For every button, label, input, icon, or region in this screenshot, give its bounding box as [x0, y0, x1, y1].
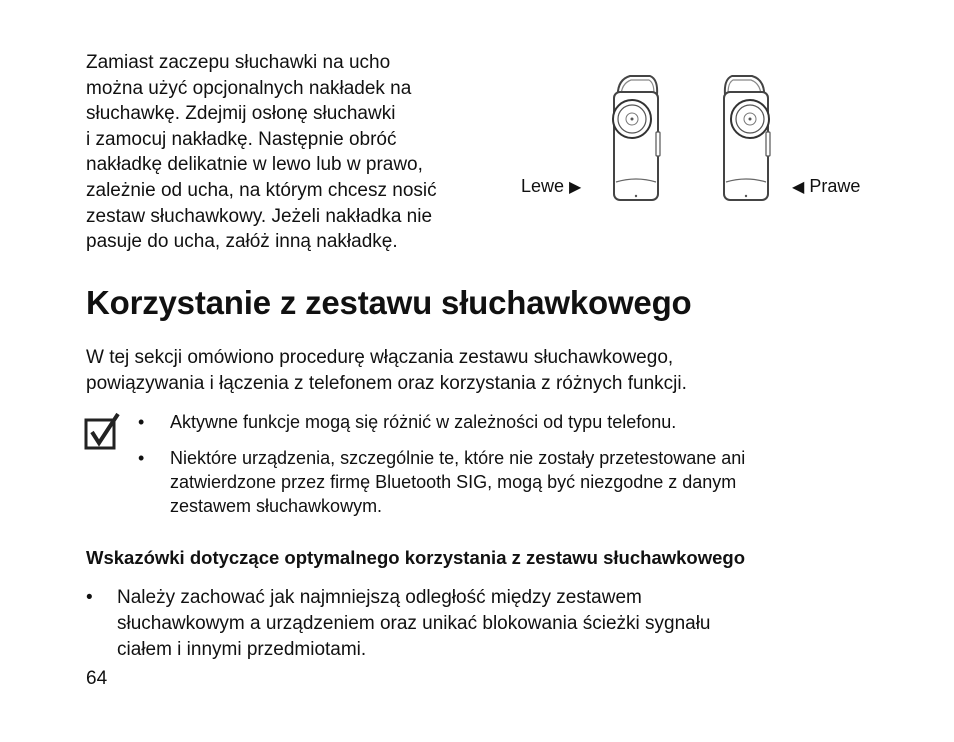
- triangle-left-icon: ◀: [792, 179, 805, 196]
- bullet: •: [86, 587, 93, 608]
- paragraph-line: W tej sekcji omówiono procedurę włączania zestawu słuchawkowego,: [86, 347, 674, 368]
- note-list: [138, 410, 868, 530]
- triangle-right-icon: ▶: [569, 179, 582, 196]
- intro-line: można użyć opcjonalnych nakładek na: [86, 77, 412, 99]
- left-ear-label: [521, 176, 581, 197]
- paragraph-line: powiązywania i łączenia z telefonem oraz korzystania z różnych funkcji.: [86, 373, 687, 394]
- left-headset-icon: [613, 76, 660, 200]
- intro-line: słuchawkę. Zdejmij osłonę słuchawki: [86, 103, 396, 125]
- intro-line: nakładkę delikatnie w lewo lub w prawo,: [86, 154, 423, 176]
- bullet: •: [138, 412, 145, 432]
- left-label-text: Lewe: [521, 176, 565, 196]
- tip-line: Należy zachować jak najmniejszą odległość między zestawem: [117, 587, 642, 608]
- intro-line: zestaw słuchawkowy. Jeżeli nakładka nie: [86, 205, 433, 227]
- list-item: [138, 446, 868, 518]
- right-ear-label: [792, 176, 860, 197]
- right-label-text: Prawe: [809, 176, 861, 196]
- intro-line: pasuje do ucha, załóż inną nakładkę.: [86, 231, 398, 253]
- intro-paragraph: [86, 50, 506, 255]
- page-number: 64: [86, 668, 108, 689]
- bullet: •: [138, 448, 145, 468]
- note-line: Niektóre urządzenia, szczególnie te, które nie zostały przetestowane ani: [170, 448, 746, 468]
- list-item: [86, 585, 866, 663]
- tip-line: słuchawkowym a urządzeniem oraz unikać blokowania ścieżki sygnału: [117, 613, 711, 634]
- intro-line: zależnie od ucha, na którym chcesz nosić: [86, 179, 437, 201]
- right-headset-icon: [724, 76, 770, 200]
- note-line: zestawem słuchawkowym.: [170, 496, 383, 516]
- note-line: Aktywne funkcje mogą się różnić w zależności od typu telefonu.: [170, 412, 677, 432]
- note-line: zatwierdzone przez firmę Bluetooth SIG, mogą być niezgodne z danym: [170, 472, 737, 492]
- tips-list: [86, 585, 866, 663]
- note-checkmark-icon: [84, 412, 122, 450]
- tip-line: ciałem i innymi przedmiotami.: [117, 639, 367, 660]
- intro-line: Zamiast zaczepu słuchawki na ucho: [86, 52, 391, 73]
- intro-line: i zamocuj nakładkę. Następnie obróć: [86, 128, 397, 150]
- headset-ear-gel-figure: [512, 72, 882, 212]
- section-title: Korzystanie z zestawu słuchawkowego: [86, 284, 692, 321]
- tips-title: Wskazówki dotyczące optymalnego korzystania z zestawu słuchawkowego: [86, 547, 745, 568]
- list-item: [138, 410, 868, 434]
- section-paragraph: [86, 345, 866, 397]
